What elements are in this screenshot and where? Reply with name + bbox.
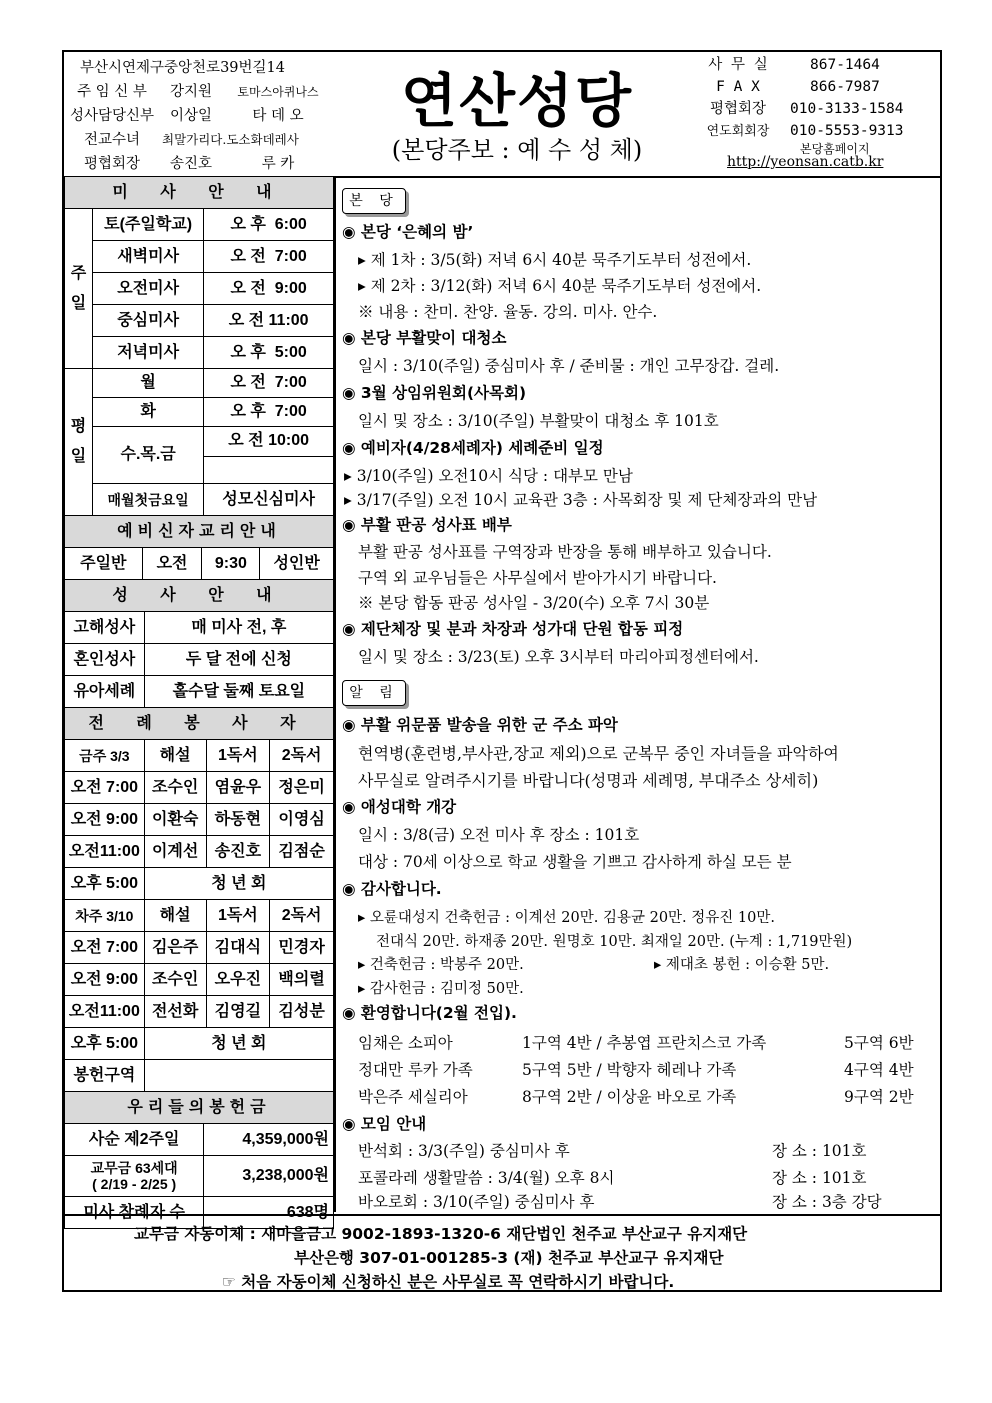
mass-name: 월: [92, 369, 203, 398]
servers-time: 오전11:00: [65, 836, 145, 868]
weekday-label: 평 일: [65, 369, 93, 516]
news-heading: ◉ 제단체장 및 분과 차장과 성가대 단원 합동 피정: [342, 620, 684, 638]
server-name: 이계선: [144, 836, 206, 868]
news-line: ▸ 제 2차 : 3/12(화) 저녁 6시 40분 묵주기도부터 성전에서.: [358, 277, 762, 295]
mass-time: 오 전 7:00: [204, 241, 334, 273]
server-name: 김은주: [144, 932, 206, 964]
news-line: 대상 : 70세 이상으로 학교 생활을 기쁘고 감사하게 하실 모든 분: [358, 853, 792, 871]
offering-label: 미사 참례자 수: [65, 1197, 204, 1229]
mass-time: 오 후 6:00: [204, 209, 334, 241]
news-line: 일시 및 장소 : 3/10(주일) 부활맞이 대청소 후 101호: [358, 412, 719, 430]
clergy-row: 성사담당신부 이상일 타 데 오: [70, 108, 304, 124]
mass-name: 토(주일학교): [92, 209, 203, 241]
catechumen-table: [64, 515, 334, 580]
news-line: ▸ 3/10(주일) 오전10시 식당 : 대부모 만남: [344, 467, 633, 485]
servers-col-head: 2독서: [270, 740, 334, 772]
sunday-label: 주 일: [65, 209, 93, 369]
server-name: 김대식: [206, 932, 270, 964]
mass-time: 오 후 5:00: [204, 337, 334, 369]
contact-info: [686, 54, 940, 142]
welcome-name: 박은주 세실리아: [358, 1088, 468, 1106]
parish-title: 연산성당: [400, 67, 634, 135]
mass-time: 성모신심미사: [204, 484, 334, 516]
servers-time: 오전11:00: [65, 996, 145, 1028]
notice-tag: 알 림: [342, 680, 406, 706]
mass-table: [64, 176, 334, 516]
server-name: 민경자: [270, 932, 334, 964]
news-line: ▸ 제 1차 : 3/5(화) 저녁 6시 40분 묵주기도부터 성전에서.: [358, 251, 752, 269]
news-heading: ◉ 부활 위문품 발송을 위한 군 주소 파악: [342, 716, 618, 734]
offering-heading: 우리들의봉헌금: [65, 1092, 334, 1124]
contact-row: 평협회장 010-3133-1584: [709, 101, 904, 117]
offering-value: 4,359,000원: [204, 1124, 334, 1156]
server-name: 송진호: [206, 836, 270, 868]
footer-line: ☞ 처음 자동이체 신청하신 분은 사무실로 꼭 연락하시기 바랍니다.: [222, 1273, 675, 1291]
news-line: 전대식 20만. 하재종 20만. 원명호 10만. 최재일 20만. (누계 : 1,719만원): [376, 934, 853, 950]
servers-week-label: 금주 3/3: [65, 740, 145, 772]
offering-label: 사순 제2주일: [65, 1124, 204, 1156]
meeting-line: 반석회 : 3/3(주일) 중심미사 후: [358, 1142, 570, 1160]
catechumen-cell: 오전: [142, 548, 202, 580]
news-line: 사무실로 알려주시기를 바랍니다(성명과 세례명, 부대주소 상세히): [358, 771, 819, 790]
servers-time: 오전 7:00: [65, 772, 145, 804]
meeting-line: 바오로회 : 3/10(주일) 중심미사 후: [358, 1193, 595, 1211]
welcome-name: 임채은 소피아: [358, 1034, 453, 1052]
offering-area-label: 봉헌구역: [65, 1060, 145, 1092]
news-heading: ◉ 본당 ‘은혜의 밤’: [342, 223, 474, 241]
welcome-detail: 1구역 4반 / 추봉엽 프란치스코 가족: [522, 1034, 767, 1052]
footer-line: 부산은행 307-01-001285-3 (재) 천주교 부산교구 유지재단: [294, 1249, 724, 1267]
offering-value: 638명: [204, 1197, 334, 1229]
server-name: 백의렬: [270, 964, 334, 996]
meeting-place: 장 소 : 101호: [772, 1169, 867, 1187]
footer-line: 교무금 자동이체 : 새마을금고 9002-1893-1320-6 재단법인 천주교 부산교구 유지재단: [134, 1225, 748, 1243]
mass-name: 오전미사: [92, 273, 203, 305]
news-line: 일시 및 장소 : 3/23(토) 오후 3시부터 마리아피정센터에서.: [358, 648, 759, 666]
server-name: 전선화: [144, 996, 206, 1028]
server-group: 청 년 회: [144, 868, 333, 900]
contact-row: 연도회회장 010-5553-9313: [706, 123, 904, 139]
empty-cell: [204, 456, 334, 483]
server-group: 청 년 회: [144, 1028, 333, 1060]
news-heading: ◉ 모임 안내: [342, 1115, 427, 1133]
parish-tag: 본 당: [342, 188, 406, 214]
mass-time: 오 전 9:00: [204, 273, 334, 305]
news-line: ※ 내용 : 찬미. 찬양. 율동. 강의. 미사. 안수.: [358, 303, 658, 321]
server-name: 이영심: [270, 804, 334, 836]
sacrament-table: [64, 579, 334, 708]
mass-time: 오 전 11:00: [204, 305, 334, 337]
sacrament-name: 유아세례: [65, 676, 145, 708]
clergy-row: 평협회장 송진호 루 카: [83, 156, 295, 172]
news-line: ※ 본당 합동 판공 성사일 - 3/20(수) 오후 7시 30분: [358, 594, 710, 612]
homepage-link[interactable]: http://yeonsan.catb.kr: [727, 154, 884, 170]
bulletin-header: [64, 52, 940, 178]
mass-name: 중심미사: [92, 305, 203, 337]
servers-time: 오전 9:00: [65, 964, 145, 996]
sacrament-info: 두 달 전에 신청: [144, 644, 333, 676]
server-name: 정은미: [270, 772, 334, 804]
server-name: 김점순: [270, 836, 334, 868]
mass-name: 수.목.금: [92, 427, 203, 484]
welcome-area: 5구역 6반: [844, 1034, 914, 1052]
server-name: 염윤우: [206, 772, 270, 804]
offering-table: [64, 1091, 334, 1229]
news-heading: ◉ 본당 부활맞이 대청소: [342, 329, 507, 347]
servers-table: [64, 707, 334, 1092]
contact-row: 사 무 실 867-1464: [708, 57, 880, 73]
sacrament-heading: 성 사 안 내: [65, 580, 334, 612]
news-column: [336, 176, 940, 1212]
server-name: 하동현: [206, 804, 270, 836]
clergy-info: [70, 56, 338, 176]
clergy-row: 주 임 신 부 강지원 토마스아퀴나스: [77, 84, 319, 100]
bulletin-frame: [62, 50, 942, 1292]
catechumen-cell: 성인반: [260, 548, 334, 580]
servers-week-label: 차주 3/10: [65, 900, 145, 932]
mass-name: 저녁미사: [92, 337, 203, 369]
mass-heading: 미 사 안 내: [65, 177, 334, 209]
server-name: 김영길: [206, 996, 270, 1028]
servers-col-head: 2독서: [270, 900, 334, 932]
welcome-area: 9구역 2반: [844, 1088, 914, 1106]
welcome-area: 4구역 4반: [844, 1061, 914, 1079]
homepage-label: 본당홈페이지: [800, 142, 870, 156]
mass-name: 매월첫금요일: [92, 484, 203, 516]
servers-time: 오전 7:00: [65, 932, 145, 964]
clergy-row: 전교수녀 최말가리다.도소화데레사: [83, 132, 299, 148]
welcome-detail: 5구역 5반 / 박향자 헤레나 가족: [522, 1061, 737, 1079]
mass-name: 새벽미사: [92, 241, 203, 273]
servers-col-head: 해설: [144, 740, 206, 772]
news-line: 일시 : 3/8(금) 오전 미사 후 장소 : 101호: [358, 826, 640, 844]
bank-transfer-footer: [64, 1214, 940, 1292]
servers-time: 오후 5:00: [65, 1028, 145, 1060]
news-heading: ◉ 예비자(4/28세례자) 세례준비 일정: [342, 439, 604, 457]
servers-time: 오후 5:00: [65, 868, 145, 900]
sacrament-info: 홀수달 둘째 토요일: [144, 676, 333, 708]
catechumen-cell: 주일반: [65, 548, 143, 580]
news-line: ▸ 건축헌금 : 박봉주 20만.: [358, 957, 524, 973]
servers-heading: 전 례 봉 사 자: [65, 708, 334, 740]
news-heading: ◉ 애성대학 개강: [342, 798, 457, 816]
news-line: ▸ 3/17(주일) 오전 10시 교육관 3층 : 사목회장 및 제 단체장과의 만남: [344, 491, 818, 509]
catechumen-cell: 9:30: [202, 548, 260, 580]
news-line: 부활 판공 성사표를 구역장과 반장을 통해 배부하고 있습니다.: [358, 543, 772, 561]
sacrament-info: 매 미사 전, 후: [144, 612, 333, 644]
news-line: ▸ 감사헌금 : 김미정 50만.: [358, 981, 524, 997]
server-name: 김성분: [270, 996, 334, 1028]
sacrament-name: 혼인성사: [65, 644, 145, 676]
servers-col-head: 1독서: [206, 740, 270, 772]
news-line: ▸ 오륜대성지 건축헌금 : 이계선 20만. 김용균 20만. 정유진 10만.: [358, 910, 775, 926]
server-name: 조수인: [144, 964, 206, 996]
offering-label: 교무금 63세대 ( 2/19 - 2/25 ): [65, 1156, 204, 1197]
server-name: 이환숙: [144, 804, 206, 836]
parish-subtitle: (본당주보 : 예 수 성 체): [391, 136, 643, 164]
news-line: 일시 : 3/10(주일) 중심미사 후 / 준비물 : 개인 고무장갑. 걸레.: [358, 357, 780, 375]
servers-col-head: 해설: [144, 900, 206, 932]
news-heading: ◉ 3월 상임위원회(사목회): [342, 384, 527, 402]
offering-value: 3,238,000원: [204, 1156, 334, 1197]
catechumen-heading: 예비신자교리안내: [65, 516, 334, 548]
news-line: ▸ 제대초 봉헌 : 이승환 5만.: [654, 957, 830, 973]
mass-time: 오 후 7:00: [204, 398, 334, 427]
parish-address: 부산시연제구중앙천로39번길14: [80, 60, 285, 76]
meeting-line: 포콜라레 생활말씀 : 3/4(월) 오후 8시: [358, 1169, 615, 1187]
news-line: 구역 외 교우님들은 사무실에서 받아가시기 바랍니다.: [358, 569, 717, 587]
mass-time: 오 전 10:00: [204, 427, 334, 457]
servers-time: 오전 9:00: [65, 804, 145, 836]
welcome-detail: 8구역 2반 / 이상윤 바오로 가족: [522, 1088, 737, 1106]
sacrament-name: 고해성사: [65, 612, 145, 644]
contact-row: F A X 866-7987: [716, 79, 880, 95]
meeting-place: 장 소 : 101호: [772, 1142, 867, 1160]
servers-col-head: 1독서: [206, 900, 270, 932]
server-name: 조수인: [144, 772, 206, 804]
schedule-column: [64, 176, 336, 1221]
empty-cell: [144, 1060, 333, 1092]
news-heading: ◉ 환영합니다(2월 전입).: [342, 1004, 517, 1022]
server-name: 오우진: [206, 964, 270, 996]
news-heading: ◉ 감사합니다.: [342, 880, 442, 898]
news-heading: ◉ 부활 판공 성사표 배부: [342, 516, 512, 534]
welcome-name: 정대만 루카 가족: [358, 1061, 473, 1079]
mass-name: 화: [92, 398, 203, 427]
mass-time: 오 전 7:00: [204, 369, 334, 398]
news-line: 현역병(훈련병,부사관,장교 제외)으로 군복무 중인 자녀들을 파악하여: [358, 744, 839, 763]
meeting-place: 장 소 : 3층 강당: [772, 1193, 882, 1211]
